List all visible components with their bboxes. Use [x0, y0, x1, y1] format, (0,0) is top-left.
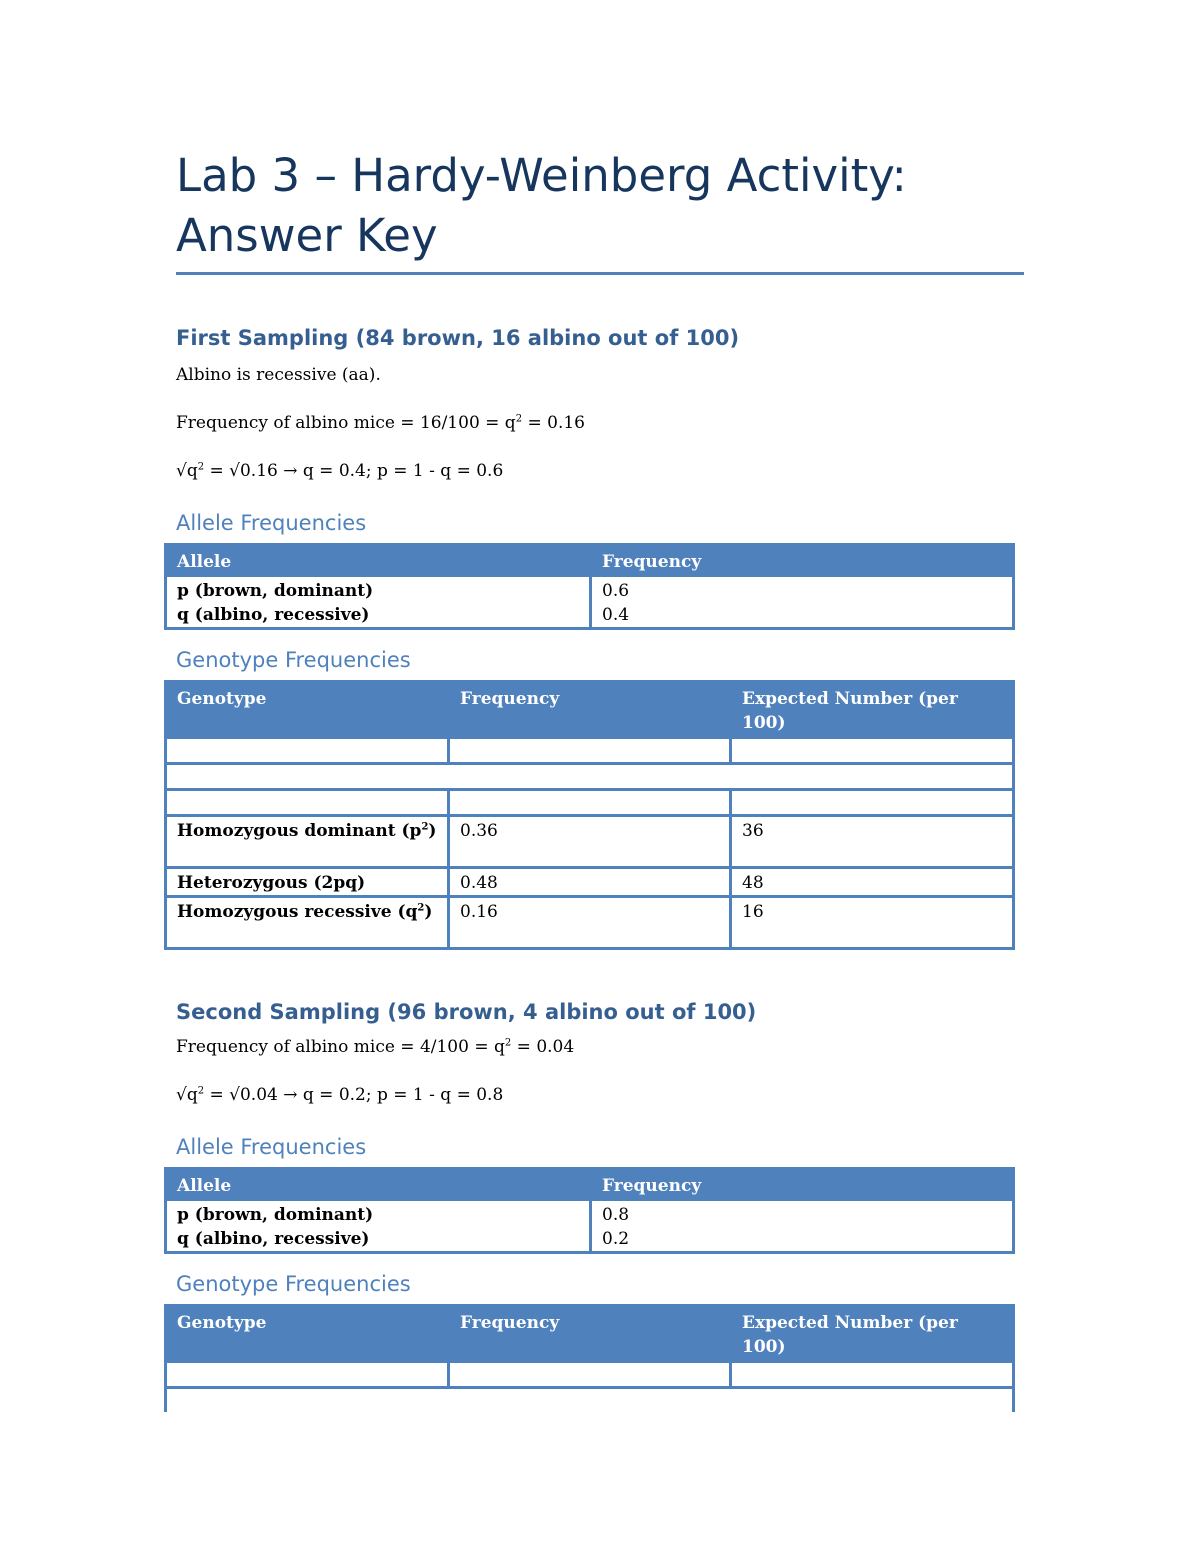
second-genotype-table [164, 1304, 1015, 1412]
first-allele-calc: $√q^2 = √0.16 \to q = 0.4$; p = 1 - q = 0.6 [176, 461, 504, 481]
empty-merged-row [166, 1388, 1014, 1413]
expected-number-cell: 16 [731, 897, 1014, 949]
title-line-1: Lab 3 – Hardy-Weinberg Activity: [176, 149, 907, 202]
table-cell: p (brown, dominant) q (albino, recessive) [166, 576, 591, 629]
table-cell: p (brown, dominant) q (albino, recessive) [166, 1200, 591, 1253]
second-allele-heading: Allele Frequencies [176, 1135, 367, 1159]
page-title [176, 146, 1024, 266]
empty-cell [731, 1362, 1014, 1388]
second-albino-frequency: Frequency of albino mice = $4/100 = q^2 = 0.04$ [176, 1037, 575, 1057]
empty-cell [731, 738, 1014, 764]
first-allele-table [164, 543, 1015, 630]
title-divider [176, 272, 1024, 275]
empty-cell [449, 790, 731, 816]
second-allele-table [164, 1167, 1015, 1254]
frequency-column-header: Frequency [591, 1169, 1014, 1200]
expected-number-column-header: Expected Number (per 100) [731, 682, 1014, 738]
expected-number-column-header: Expected Number (per 100) [731, 1306, 1014, 1362]
frequency-column-header: Frequency [591, 545, 1014, 576]
empty-cell [166, 738, 449, 764]
table-cell: 0.6 0.4 [591, 576, 1014, 629]
second-genotype-heading: Genotype Frequencies [176, 1272, 411, 1296]
title-line-2: Answer Key [176, 209, 438, 262]
frequency-cell: 0.16 [449, 897, 731, 949]
frequency-column-header: Frequency [449, 682, 731, 738]
table-row [166, 816, 1014, 868]
expected-number-cell: 36 [731, 816, 1014, 868]
first-genotype-table [164, 680, 1015, 950]
genotype-column-header: Genotype [166, 682, 449, 738]
table-row [166, 897, 1014, 949]
expected-number-cell: 48 [731, 868, 1014, 897]
empty-cell [449, 738, 731, 764]
empty-cell [731, 790, 1014, 816]
table-cell: 0.8 0.2 [591, 1200, 1014, 1253]
genotype-cell: Homozygous recessive $(q^2)$ [166, 897, 449, 949]
frequency-column-header: Frequency [449, 1306, 731, 1362]
empty-cell [449, 1362, 731, 1388]
second-allele-calc: $√q^2 = √0.04 \to q = 0.2$; p = 1 - q = 0.8 [176, 1085, 504, 1105]
first-allele-heading: Allele Frequencies [176, 511, 367, 535]
first-recessive-note: Albino is recessive (aa). [176, 365, 381, 385]
second-sampling-heading: Second Sampling (96 brown, 4 albino out of 100) [176, 1000, 757, 1024]
first-albino-frequency: Frequency of albino mice = $16/100 = q^2 = 0.16$ [176, 413, 585, 433]
genotype-cell: Heterozygous (2pq) [166, 868, 449, 897]
allele-column-header: Allele [166, 1169, 591, 1200]
allele-column-header: Allele [166, 545, 591, 576]
frequency-cell: 0.48 [449, 868, 731, 897]
genotype-cell: Homozygous dominant $(p^2)$ [166, 816, 449, 868]
frequency-cell: 0.36 [449, 816, 731, 868]
first-sampling-heading: First Sampling (84 brown, 16 albino out of 100) [176, 326, 740, 350]
empty-cell [166, 1362, 449, 1388]
empty-cell [166, 790, 449, 816]
first-genotype-heading: Genotype Frequencies [176, 648, 411, 672]
genotype-column-header: Genotype [166, 1306, 449, 1362]
empty-merged-row [166, 764, 1014, 790]
table-row [166, 868, 1014, 897]
second-genotype-table-wrapper [164, 1304, 1015, 1412]
